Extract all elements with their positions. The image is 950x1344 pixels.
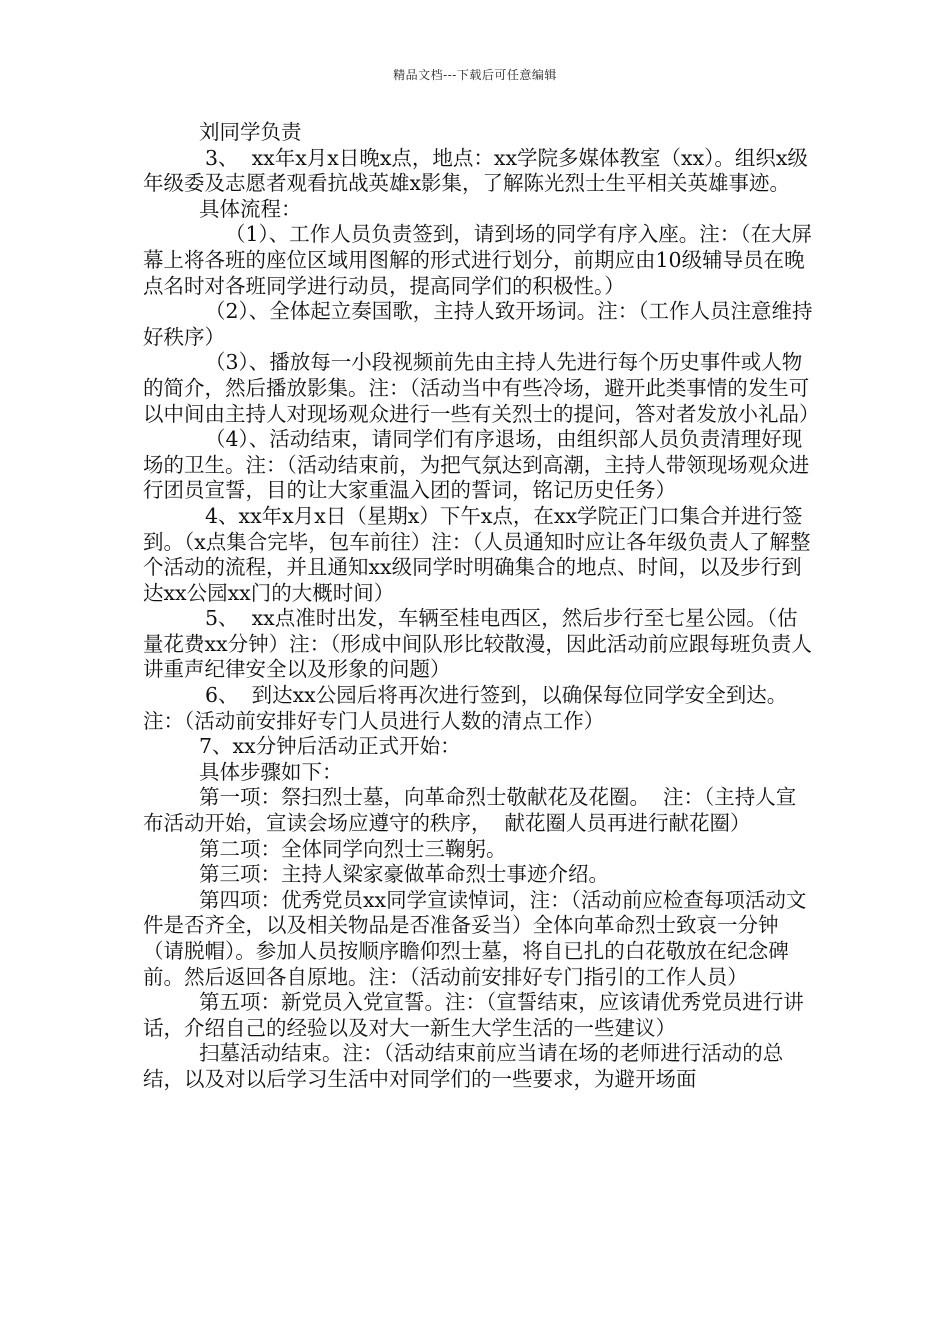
paragraph: 第一项：祭扫烈士墓，向革命烈士敬献花及花圈。 注：（主持人宣布活动开始，宣读会场应遵守的秩序， 献花圈人员再进行献花圈） bbox=[143, 785, 797, 836]
paragraph: 4、xx年x月x日（星期x）下午x点，在xx学院正门口集合并进行签到。（x点集合完毕，包车前往）注：（人员通知时应让各年级负责人了解整个活动的流程，并且通知xx级同学时明确集合的地点、时间，以及步行到达xx公园xx门的大概时间） bbox=[143, 503, 811, 605]
paragraph: 第三项：主持人梁家豪做革命烈士事迹介绍。 bbox=[199, 862, 609, 887]
paragraph: 第四项：优秀党员xx同学宣读悼词，注：（活动前应检查每项活动文件是否齐全，以及相关物品是否准备妥当）全体向革命烈士致哀一分钟（请脱帽）。参加人员按顺序瞻仰烈士墓，将自已扎的白花敬放在纪念碑前。然后返回各自原地。注：（活动前安排好专门指引的工作人员） bbox=[143, 887, 807, 989]
paragraph: 具体流程： bbox=[199, 196, 302, 221]
paragraph: 第二项：全体同学向烈士三鞠躬。 bbox=[199, 836, 507, 861]
paragraph: 6、 到达xx公园后将再次进行签到，以确保每位同学安全到达。注：（活动前安排好专门人员进行人数的清点工作） bbox=[143, 683, 788, 733]
paragraph: 第五项：新党员入党宣誓。注：（宣誓结束，应该请优秀党员进行讲话，介绍自己的经验以及对大一新生大学生活的一些建议） bbox=[143, 990, 804, 1040]
paragraph: 7、xx分钟后活动正式开始： bbox=[199, 734, 461, 759]
paragraph: 具体步骤如下： bbox=[199, 759, 343, 784]
document-body bbox=[143, 120, 820, 1093]
paragraph: 5、 xx点准时出发，车辆至桂电西区，然后步行至七星公园。（估量花费xx分钟）注：（形成中间队形比较散漫，因此活动前应跟每班负责人讲重声纪律安全以及形象的问题） bbox=[143, 606, 812, 682]
paragraph: 刘同学负责 bbox=[199, 120, 302, 144]
paragraph: （4）、活动结束，请同学们有序退场，由组织部人员负责清理好现场的卫生。注：（活动结束前，为把气氛达到高潮，主持人带领现场观众进行团员宣誓，目的让大家重温入团的誓词，铭记历史任务） bbox=[143, 427, 810, 503]
paragraph: （3）、播放每一小段视频前先由主持人先进行每个历史事件或人物的简介，然后播放影集。注：（活动当中有些冷场，避开此类事情的发生可以中间由主持人对现场观众进行一些有关烈士的提问，答对者发放小礼品） bbox=[143, 350, 820, 426]
paragraph: （1）、工作人员负责签到，请到场的同学有序入座。注：（在大屏幕上将各班的座位区域用图解的形式进行划分，前期应由10级辅导员在晚点名时对各班同学进行动员，提高同学们的积极性。） bbox=[143, 222, 813, 298]
paragraph: 3、 xx年x月x日晚x点，地点：xx学院多媒体教室（xx）。组织x级年级委及志愿者观看抗战英雄x影集，了解陈光烈士生平相关英雄事迹。 bbox=[143, 145, 808, 196]
paragraph: 扫墓活动结束。注：（活动结束前应当请在场的老师进行活动的总结，以及对以后学习生活中对同学们的一些要求，为避开场面 bbox=[143, 1041, 784, 1091]
page-header: 精品文档---下载后可任意编辑 bbox=[393, 68, 557, 82]
paragraph: （2）、全体起立奏国歌，主持人致开场词。注：（工作人员注意维持好秩序） bbox=[143, 299, 813, 349]
